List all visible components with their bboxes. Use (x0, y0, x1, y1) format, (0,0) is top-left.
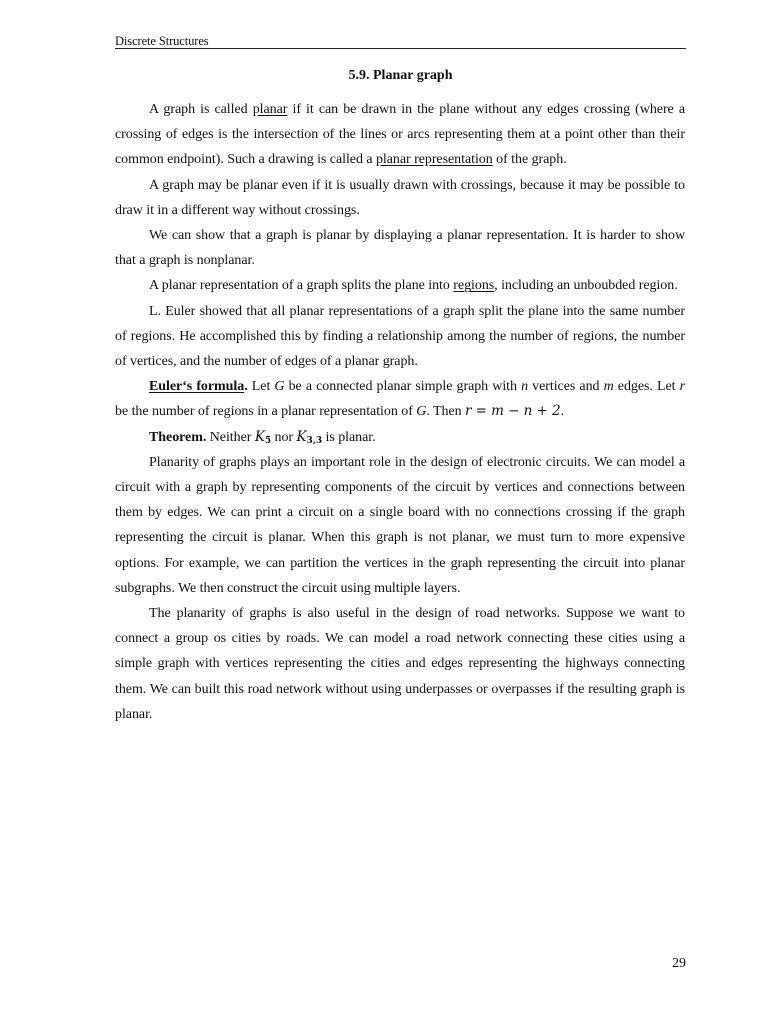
paragraph-crossings: A graph may be planar even if it is usually drawn with crossings, because it may be possible to draw it in a different way without crossings. (115, 177, 685, 218)
k33-subscript: 3,3 (306, 435, 323, 446)
theorem-label: Theorem. (149, 429, 207, 445)
var-m: m (603, 379, 614, 395)
var-r: r (679, 379, 686, 395)
running-header-title: Discrete Structures (115, 34, 209, 48)
k5-base: K (254, 428, 265, 445)
euler-formula-label: Euler‘s formula (149, 379, 245, 395)
text-run: Let (247, 379, 275, 395)
var-g: G (274, 379, 285, 395)
text-run: be the number of regions in a planar representation of (115, 404, 417, 420)
paragraph-euler-formula (115, 374, 685, 424)
paragraph-regions (115, 273, 685, 298)
text-run: A planar representation of a graph splits the plane into (149, 278, 454, 294)
term-planar: planar (252, 102, 288, 117)
graph-k33 (297, 429, 323, 445)
paragraph-planar-definition (115, 97, 685, 173)
text-run: vertices and (528, 379, 604, 395)
paragraph-theorem (115, 425, 685, 450)
text-run: . (244, 379, 248, 395)
section-title: 5.9. Planar graph (348, 68, 453, 83)
paragraph-road-networks: The planarity of graphs is also useful in the design of road networks. Suppose we want to connect a group os cities by roads. We can model a road network connecting these cities using a simple graph with vertices representing the cities and edges representing the highways connecting them. We can built this road network without using underpasses or overpasses if the resulting graph is planar. (115, 606, 685, 722)
text-run: . (560, 404, 565, 420)
running-header (115, 32, 686, 49)
text-run: A graph is called (149, 102, 253, 117)
term-regions: regions (453, 278, 495, 294)
var-n: n (521, 379, 529, 395)
k33-base: K (296, 428, 307, 445)
term-planar-representation: planar representation (375, 152, 493, 168)
k5-subscript: 5 (264, 435, 272, 446)
paragraph-show-planar: We can show that a graph is planar by displaying a planar representation. It is harder to show that a graph is nonplanar. (115, 228, 685, 269)
text-run: Neither (206, 429, 255, 445)
text-run: edges. Let (613, 379, 680, 395)
body-text (115, 97, 685, 727)
page-number: 29 (672, 956, 686, 971)
text-run: of the graph. (492, 152, 567, 168)
text-run: is planar. (322, 429, 376, 445)
text-run: if it can be drawn in the plane without any edges crossing (where a crossing of edges is the intersection of the lines or arcs representing them at a point other than their common endpoint). Such a drawing is called a (115, 102, 685, 168)
paragraph-euler-history: L. Euler showed that all planar representations of a graph split the plane into the same number of regions. He accomplished this by finding a relationship among the number of regions, the number of vertices, and the number of edges of a planar graph. (115, 303, 685, 370)
var-g: G (416, 404, 427, 420)
euler-formula-equation: r = m − n + 2 (465, 403, 561, 420)
text-run: . Then (426, 404, 465, 420)
graph-k5 (255, 429, 271, 445)
paragraph-circuits: Planarity of graphs plays an important role in the design of electronic circuits. We can model a circuit with a graph by representing components of the circuit by vertices and connections between them by edges. We can print a circuit on a single board with no connections crossing if the graph representing the circuit is planar. When this graph is not planar, we must turn to more expensive options. For example, we can partition the vertices in the graph representing the circuit into planar subgraphs. We then construct the circuit using multiple layers. (115, 454, 685, 596)
text-run: nor (271, 429, 297, 445)
text-run: , including an unboubded region. (494, 278, 678, 294)
text-run: be a connected planar simple graph with (284, 379, 522, 395)
